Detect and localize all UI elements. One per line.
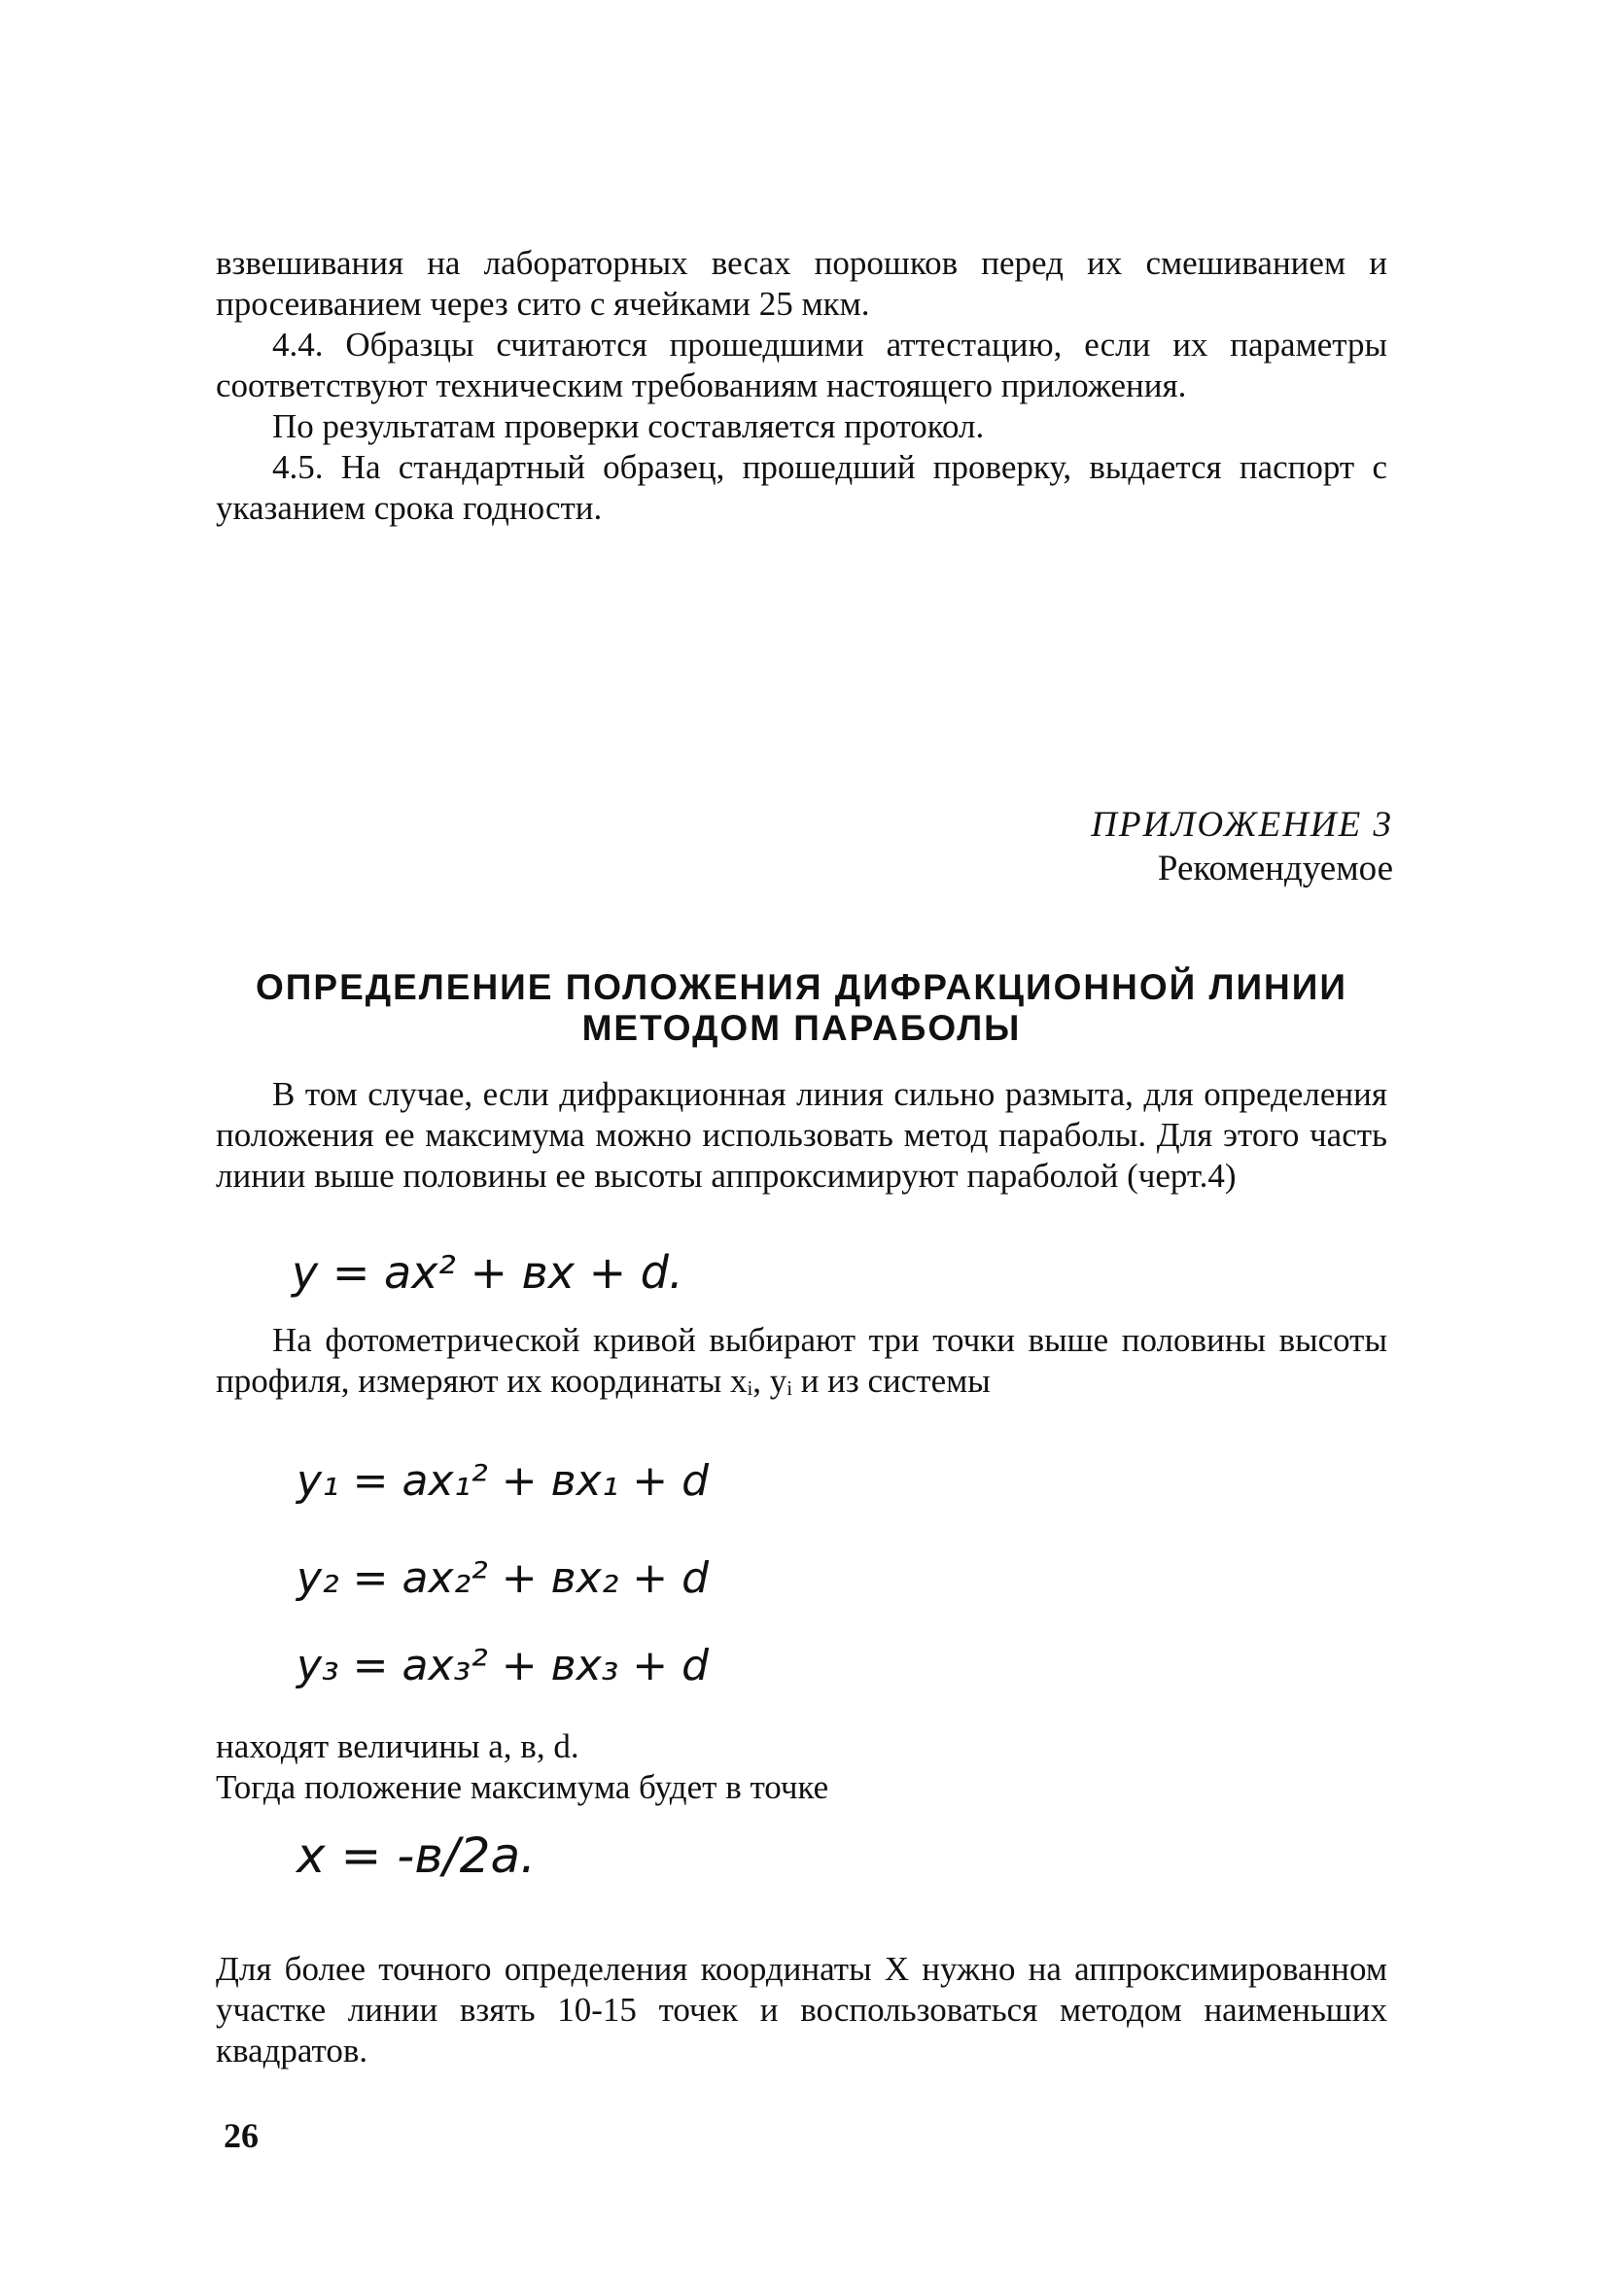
appendix-label <box>1091 803 1393 890</box>
system-equation-1: y₁ = ax₁² + вx₁ + d <box>297 1456 710 1506</box>
final-note-paragraph: Для более точного определения координаты X нужно на аппроксимированном участке линии взять 10-15 точек и воспользоваться методом наименьших квадратов. <box>216 1950 1387 2070</box>
system-equation-3: y₃ = ax₃² + вx₃ + d <box>297 1641 710 1690</box>
paragraph-protocol: По результатам проверки составляется протокол. <box>272 407 985 445</box>
selection-paragraph: На фотометрической кривой выбирают три точки выше половины высоты профиля, измеряют их координаты xᵢ, yᵢ и из системы <box>216 1321 1387 1400</box>
final-block <box>216 1949 1387 2071</box>
values-block <box>216 1726 1387 1808</box>
parabola-formula: y = ax² + вx + d. <box>292 1246 683 1299</box>
paragraph-4-5: 4.5. На стандартный образец, прошедший проверку, выдается паспорт с указанием срока годности. <box>216 448 1387 527</box>
maximum-position-line: Тогда положение максимума будет в точке <box>216 1768 829 1806</box>
section-heading <box>216 967 1387 1049</box>
intro-block <box>216 1074 1387 1197</box>
paragraph-4-4: 4.4. Образцы считаются прошедшими аттестацию, если их параметры соответствуют техническим требованиям настоящего приложения. <box>216 326 1387 404</box>
appendix-title: ПРИЛОЖЕНИЕ 3 <box>1091 805 1393 845</box>
intro-paragraph: В том случае, если дифракционная линия сильно размыта, для определения положения ее максимума можно использовать метод параболы. Для этого часть линии выше половины ее высоты аппроксимируют параболой (черт.4) <box>216 1075 1387 1195</box>
system-equation-2: y₂ = ax₂² + вx₂ + d <box>297 1553 710 1603</box>
selection-block <box>216 1320 1387 1402</box>
paragraph-weighing: взвешивания на лабораторных весах порошков перед их смешиванием и просеиванием через сито с ячейками 25 мкм. <box>216 244 1387 323</box>
page-number: 26 <box>224 2116 259 2155</box>
heading-line-2: МЕТОДОМ ПАРАБОЛЫ <box>581 1008 1022 1048</box>
find-values-line: находят величины a, в, d. <box>216 1727 579 1765</box>
appendix-status: Рекомендуемое <box>1157 849 1393 888</box>
top-text-block <box>216 243 1387 529</box>
heading-line-1: ОПРЕДЕЛЕНИЕ ПОЛОЖЕНИЯ ДИФРАКЦИОННОЙ ЛИНИИ <box>256 967 1347 1007</box>
maximum-formula: x = -в/2a. <box>297 1827 536 1884</box>
